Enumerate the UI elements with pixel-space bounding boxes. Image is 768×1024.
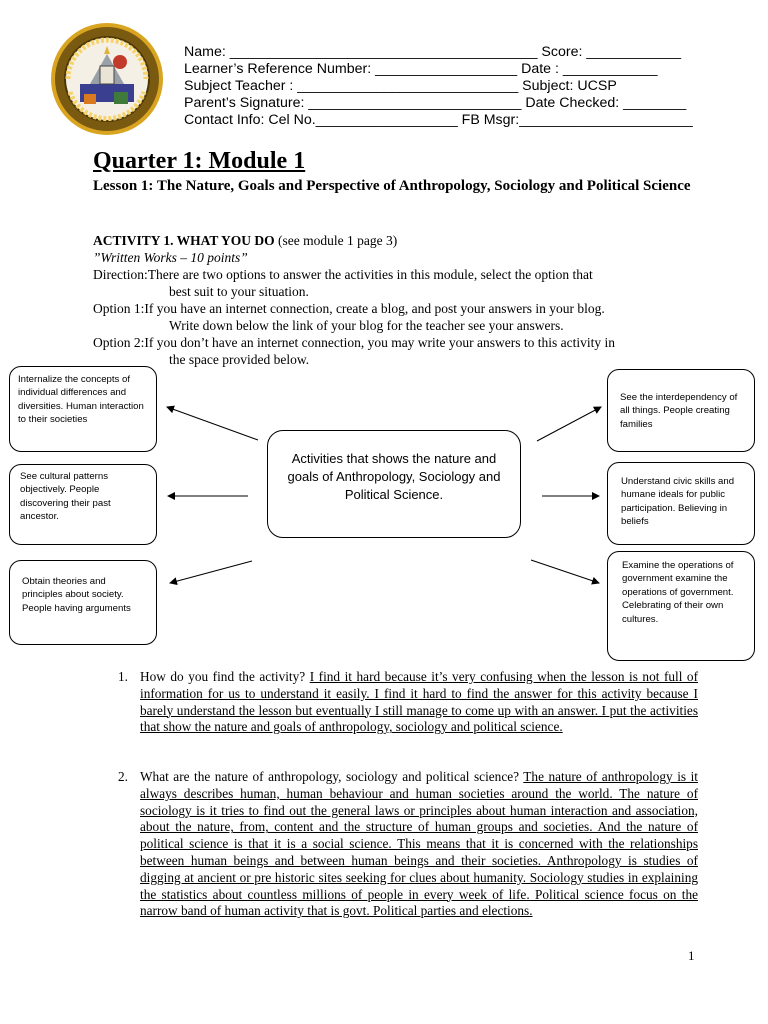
diagram-box-right-top: See the interdependency of all things. People creating families	[607, 369, 755, 452]
question-text-block	[118, 669, 698, 736]
option1-row	[93, 300, 713, 317]
option1-label: Option 1:	[93, 301, 145, 316]
question-answer[interactable]: I find it hard because it’s very confusing when the lesson is not full of information for us to understand it easily. I find it hard to find the answer for this activity because I barely understand the lesson but eventually I still manage to come up with an answer. I put the activities that show the nature and goals of anthropology, sociology and political science.	[140, 669, 699, 735]
option2-row	[93, 334, 713, 351]
diagram-box-left-bottom: Obtain theories and principles about society. People having arguments	[9, 560, 157, 645]
question-2	[118, 769, 698, 920]
option2-cont: the space provided below.	[169, 352, 310, 367]
arrow-left-bottom	[170, 561, 252, 583]
diagram-box-left-mid: See cultural patterns objectively. People discovering their past ancestor.	[9, 464, 157, 545]
question-answer[interactable]: The nature of anthropology is it always describes human, human behaviour and human societies around the world. The nature of sociology is it tries to find out the general laws or principles about human interaction and association, about the nature, from, content and the structure of human groups and societies. And the nature of political science is that it is a social science. This means that it is concerned with the relationships between human beings and between human beings and their societies. Anthropology is studies of digging at ancient or pre historic sites seeking for clues about humanity. Sociology studies in explaining the statistics about countless millions of people in every week of life. Political science focus on the narrow band of human activity that is govt. Political parties and elections.	[140, 769, 698, 919]
option1-text: If you have an internet connection, create a blog, and post your answers in your blog.	[144, 301, 605, 316]
direction-label: Direction:	[93, 267, 148, 282]
diagram-box-right-mid: Understand civic skills and humane ideals for public participation. Believing in beliefs	[607, 462, 755, 545]
activity-heading-label: ACTIVITY 1. WHAT YOU DO	[93, 233, 275, 248]
module-title: Quarter 1: Module 1	[93, 148, 306, 174]
student-info-header	[184, 44, 693, 129]
activity-heading	[93, 232, 713, 249]
page-number: 1	[688, 948, 695, 963]
diagram-center-box: Activities that shows the nature and goals of Anthropology, Sociology and Political Science.	[267, 430, 521, 538]
question-number: 2.	[118, 769, 128, 784]
option2-text: If you don’t have an internet connection, you may write your answers to this activity in	[144, 335, 616, 350]
diagram-box-right-bottom: Examine the operations of government examine the operations of government. Celebrating of their own cultures.	[607, 551, 755, 661]
arrow-right-top	[537, 407, 601, 441]
parent-signature-line[interactable]: Parent’s Signature: ___________________________ Date Checked: ________	[184, 95, 687, 111]
direction-row	[93, 266, 713, 283]
lesson-title: Lesson 1: The Nature, Goals and Perspective of Anthropology, Sociology and Political Science	[93, 178, 691, 194]
question-number: 1.	[118, 669, 128, 684]
question-text-block	[118, 769, 698, 920]
contact-info-line[interactable]: Contact Info: Cel No.__________________ FB Msgr:______________________	[184, 112, 693, 128]
teacher-subject-line[interactable]: Subject Teacher : ____________________________ Subject: UCSP	[184, 78, 617, 94]
option1-cont: Write down below the link of your blog for the teacher see your answers.	[169, 318, 564, 333]
option2-label: Option 2:	[93, 335, 145, 350]
question-1	[118, 669, 698, 736]
activity-instructions	[93, 232, 713, 368]
arrow-right-bottom	[531, 560, 599, 583]
activity-points: ”Written Works – 10 points”	[93, 250, 248, 265]
direction-cont: best suit to your situation.	[169, 284, 309, 299]
name-score-line[interactable]: Name: _______________________________________ Score: ____________	[184, 44, 682, 60]
diagram-box-left-top: Internalize the concepts of individual differences and diversities. Human interaction to their societies	[9, 366, 157, 452]
direction-text: There are two options to answer the activities in this module, select the option that	[147, 267, 593, 282]
activity-heading-ref: (see module 1 page 3)	[274, 233, 398, 248]
reference-date-line[interactable]: Learner’s Reference Number: __________________ Date : ____________	[184, 61, 658, 77]
school-seal-logo	[50, 22, 164, 136]
arrow-left-top	[167, 407, 258, 440]
question-prompt: How do you find the activity?	[140, 669, 310, 684]
question-prompt: What are the nature of anthropology, sociology and political science?	[140, 769, 524, 784]
